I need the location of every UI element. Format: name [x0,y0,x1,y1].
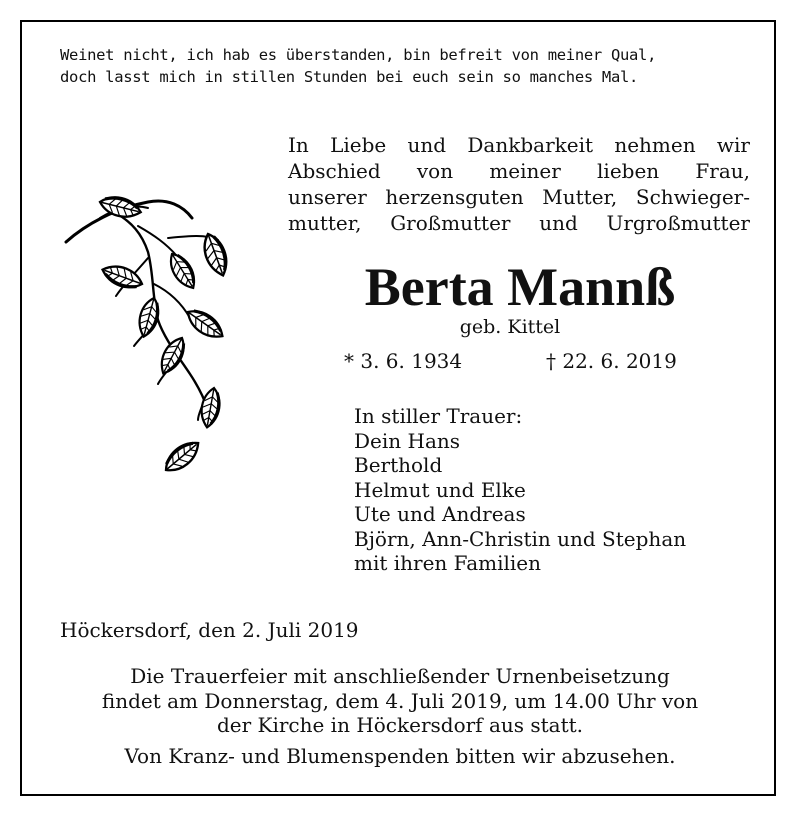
intro-line: Abschied von meiner lieben Frau, [288,159,750,183]
motto-line: doch lasst mich in stillen Stunden bei euch sein so manches Mal. [60,68,639,86]
intro-text [288,132,750,236]
mourner-name: mit ihren Familien [354,551,541,575]
intro-line: mutter, Großmutter und Urgroßmutter [288,211,750,235]
funeral-line: Die Trauerfeier mit anschließender Urnenbeisetzung [130,664,670,688]
mourner-name: Helmut und Elke [354,477,526,502]
intro-line: unserer herzensguten Mutter, Schwieger- [288,185,750,209]
place-and-date: Höckersdorf, den 2. Juli 2019 [60,618,359,642]
leaf-branch-icon [58,188,258,528]
mourner-name: Dein Hans [354,428,461,453]
funeral-line: findet am Donnerstag, dem 4. Juli 2019, um 14.00 Uhr von [101,688,699,713]
deceased-name: Berta Mannß [364,257,676,317]
motto-verse [60,44,750,88]
mourner-name: Ute und Andreas [354,502,526,526]
intro-line: In Liebe und Dankbarkeit nehmen wir [288,133,750,157]
funeral-line: der Kirche in Höckersdorf aus statt. [216,713,584,737]
death-date: † 22. 6. 2019 [546,349,677,373]
birth-date: * 3. 6. 1934 [344,349,463,373]
funeral-info [40,664,760,738]
birth-name: geb. Kittel [459,316,561,338]
mourner-name: Berthold [354,453,443,477]
mourners-block [354,404,754,576]
mourner-name: Björn, Ann-Christin und Stephan [354,526,687,551]
donation-note: Von Kranz- und Blumenspenden bitten wir abzusehen. [124,744,676,768]
mourners-heading: In stiller Trauer: [354,404,523,428]
motto-line: Weinet nicht, ich hab es überstanden, bin befreit von meiner Qual, [60,46,657,64]
